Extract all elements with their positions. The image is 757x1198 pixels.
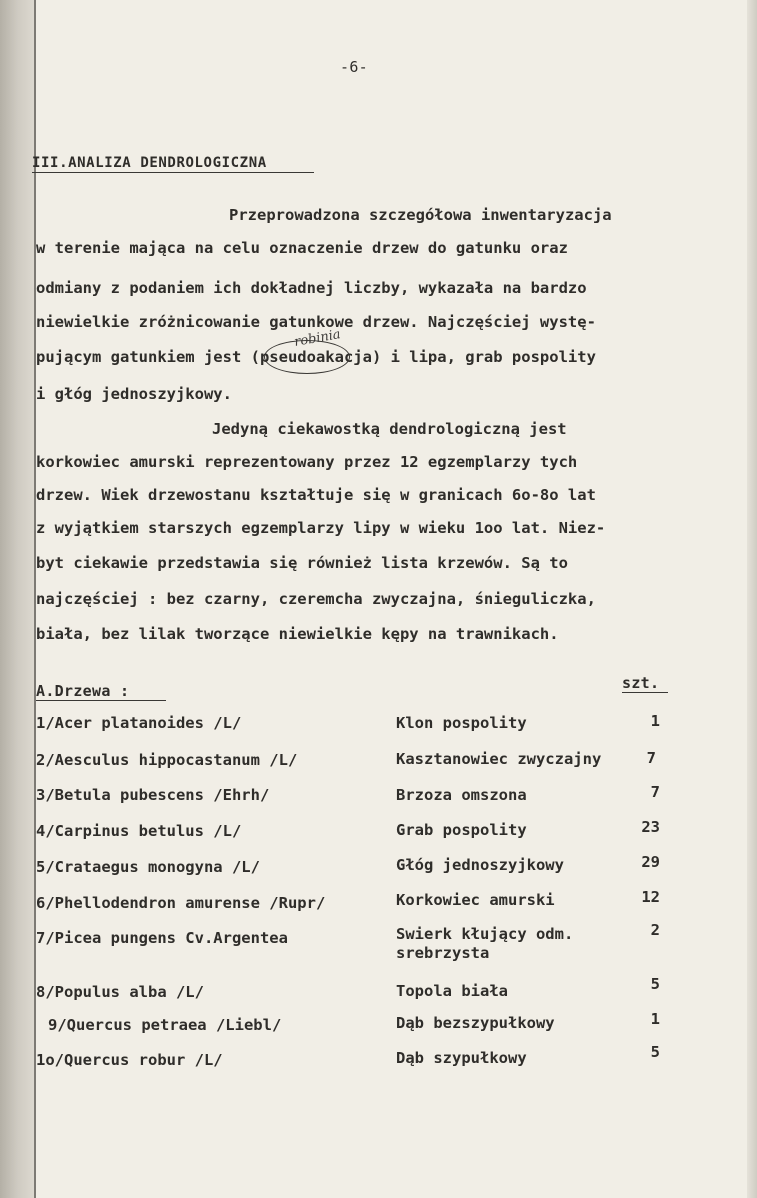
paragraph-line: biała, bez lilak tworzące niewielkie kępy na trawnikach. <box>36 625 559 643</box>
scan-left-edge <box>0 0 38 1198</box>
page-number: -6- <box>340 58 368 76</box>
handwritten-circle-mark <box>264 340 350 374</box>
polish-name: Topola biała <box>396 982 508 1000</box>
tree-count: 23 <box>641 818 660 836</box>
paragraph-line: niewielkie zróżnicowanie gatunkowe drzew. Najczęściej wystę- <box>36 313 596 331</box>
latin-name: 1o/Quercus robur /L/ <box>36 1051 223 1069</box>
handwritten-annotation: robinia <box>293 327 342 350</box>
paragraph-line: byt ciekawie przedstawia się również lista krzewów. Są to <box>36 554 568 572</box>
polish-name: Korkowiec amurski <box>396 891 555 909</box>
latin-name: 8/Populus alba /L/ <box>36 983 204 1001</box>
latin-name: 5/Crataegus monogyna /L/ <box>36 858 260 876</box>
paragraph-line: Jedyną ciekawostką dendrologiczną jest <box>212 420 567 438</box>
section-title-underline <box>32 172 314 173</box>
polish-name: Głóg jednoszyjkowy <box>396 856 564 874</box>
latin-name: 3/Betula pubescens /Ehrh/ <box>36 786 270 804</box>
section-title: III.ANALIZA DENDROLOGICZNA <box>32 155 267 171</box>
polish-name: Klon pospolity <box>396 714 527 732</box>
paragraph-line: pującym gatunkiem jest (pseudoakacja) i lipa, grab pospolity <box>36 348 596 366</box>
paragraph-line: odmiany z podaniem ich dokładnej liczby, wykazała na bardzo <box>36 279 587 297</box>
polish-name: Kasztanowiec zwyczajny <box>396 750 602 768</box>
paragraph-line: z wyjątkiem starszych egzemplarzy lipy w wieku 1oo lat. Niez- <box>36 519 606 537</box>
count-column-header: szt. <box>622 674 660 692</box>
tree-count: 7 <box>650 783 660 801</box>
polish-name: Dąb bezszypułkowy <box>396 1014 555 1032</box>
paragraph-line: drzew. Wiek drzewostanu kształtuje się w granicach 6o-8o lat <box>36 486 596 504</box>
tree-count: 5 <box>650 975 660 993</box>
polish-name: Brzoza omszona <box>396 786 527 804</box>
count-column-underline <box>622 692 668 693</box>
polish-name: Swierk kłujący odm. srebrzysta <box>396 925 574 962</box>
paragraph-line: korkowiec amurski reprezentowany przez 12 egzemplarzy tych <box>36 453 578 471</box>
tree-count: 1 <box>650 712 660 730</box>
polish-name: Dąb szypułkowy <box>396 1049 527 1067</box>
latin-name: 6/Phellodendron amurense /Rupr/ <box>36 894 326 912</box>
paragraph-line: i głóg jednoszyjkowy. <box>36 385 232 403</box>
latin-name: 4/Carpinus betulus /L/ <box>36 822 242 840</box>
paragraph-line: najczęściej : bez czarny, czeremcha zwyczajna, śnieguliczka, <box>36 590 596 608</box>
latin-name: 1/Acer platanoides /L/ <box>36 714 242 732</box>
polish-name: Grab pospolity <box>396 821 527 839</box>
tree-count: 12 <box>641 888 660 906</box>
scan-right-edge <box>747 0 757 1198</box>
tree-count: 29 <box>641 853 660 871</box>
paragraph-line: Przeprowadzona szczegółowa inwentaryzacja <box>229 206 612 224</box>
paragraph-line: w terenie mająca na celu oznaczenie drzew do gatunku oraz <box>36 239 568 257</box>
tree-count: 7 <box>646 749 656 767</box>
tree-count: 5 <box>650 1043 660 1061</box>
trees-section-underline <box>36 700 166 701</box>
latin-name: 9/Quercus petraea /Liebl/ <box>48 1016 282 1034</box>
latin-name: 7/Picea pungens Cv.Argentea <box>36 929 288 947</box>
tree-count: 2 <box>650 921 660 939</box>
latin-name: 2/Aesculus hippocastanum /L/ <box>36 751 298 769</box>
trees-section-heading: A.Drzewa : <box>36 682 130 700</box>
tree-count: 1 <box>650 1010 660 1028</box>
